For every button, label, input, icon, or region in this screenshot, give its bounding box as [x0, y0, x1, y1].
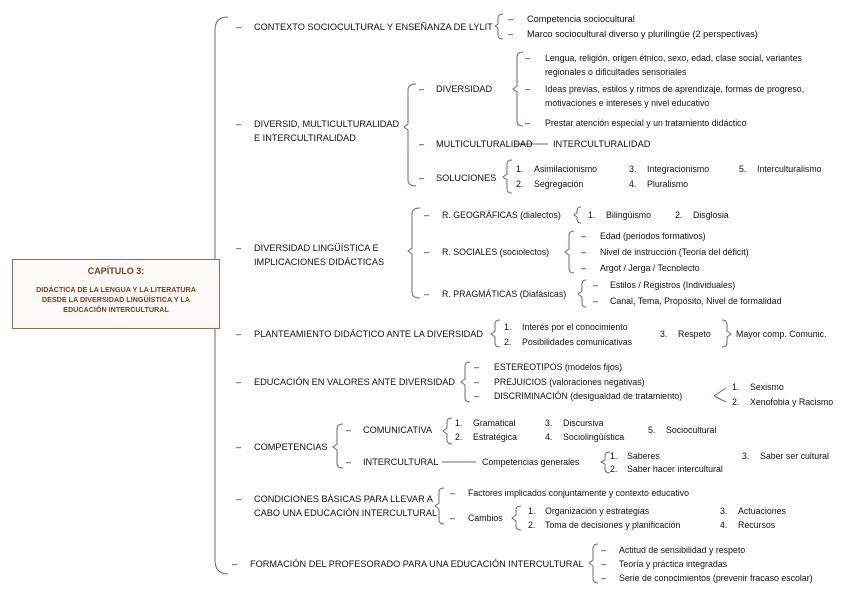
- dash: –: [525, 118, 531, 128]
- subtopic-intercultural: INTERCULTURAL: [363, 457, 439, 467]
- brace-competencias: [333, 424, 343, 468]
- geo-number: 2.: [675, 210, 683, 220]
- cambios-item: Toma de decisiones y planificación: [545, 520, 681, 530]
- dash: –: [450, 488, 456, 498]
- solucion-item: Pluralismo: [647, 179, 689, 189]
- dash: –: [236, 22, 242, 32]
- intercultural-item: Saber ser cultural: [760, 451, 829, 461]
- dash: –: [236, 119, 242, 129]
- dash: –: [508, 14, 514, 24]
- topic-formacion: FORMACIÓN DEL PROFESORADO PARA UNA EDUCACIÓN INTERCULTURAL: [250, 559, 584, 569]
- subtopic-geograficas: R. GEOGRÁFICAS (dialectos): [442, 210, 561, 220]
- contexto-item: Competencia sociocultural: [527, 14, 635, 24]
- brace-planteamiento: [491, 320, 500, 347]
- dash: –: [601, 545, 607, 555]
- comunicativa-number: 4.: [545, 432, 553, 442]
- cambios-item: Organización y estrategias: [545, 506, 650, 516]
- formacion-item: Actitud de sensibilidad y respeto: [619, 545, 746, 555]
- dash: –: [424, 289, 430, 299]
- dash: –: [593, 296, 599, 306]
- dash: –: [593, 280, 599, 290]
- comunicativa-number: 5.: [648, 425, 656, 435]
- dash: –: [450, 513, 456, 523]
- topic-diversid-line1: DIVERSID, MULTICULTURALIDAD: [254, 119, 400, 129]
- dash: –: [525, 53, 531, 63]
- brace-valores: [461, 362, 470, 402]
- valores-item: ESTEREOTIPOS (modelos fijos): [494, 362, 623, 372]
- contexto-item: Marco sociocultural diverso y plurilingüe (2 perspectivas): [527, 29, 758, 39]
- brace-cambios: [512, 506, 521, 530]
- brace-sociales: [565, 231, 574, 273]
- dash: –: [601, 559, 607, 569]
- plant-number: 2.: [504, 337, 512, 347]
- dash: –: [419, 173, 425, 183]
- chapter-subtitle-line: DESDE LA DIVERSIDAD LINGÜÍSTICA Y LA: [41, 295, 191, 304]
- intercultural-number: 3.: [742, 451, 750, 461]
- topic-planteamiento: PLANTEAMIENTO DIDÁCTICO ANTE LA DIVERSIDAD: [254, 329, 484, 339]
- diversidad-item: regionales o dificultades sensoriales: [545, 67, 687, 77]
- brace-diversidad-ling: [408, 208, 420, 298]
- pragmatica-item: Canal, Tema, Propósito, Nivel de formalidad: [610, 296, 782, 306]
- comunicativa-item: Discursiva: [563, 418, 604, 428]
- topic-diversidad-ling-line2: IMPLICACIONES DIDÁCTICAS: [254, 257, 385, 267]
- comunicativa-item: Gramatical: [473, 418, 516, 428]
- cambios-item: Recursos: [738, 520, 776, 530]
- dash: –: [236, 243, 242, 253]
- brace-comunicativa: [443, 418, 452, 444]
- brace-respeto-right: [722, 320, 731, 347]
- comunicativa-item: Sociolingüística: [563, 432, 625, 442]
- solucion-item: Integracionismo: [647, 164, 710, 174]
- topic-condiciones-line1: CONDICIONES BÁSICAS PARA LLEVAR A: [254, 494, 433, 504]
- brace-geograficas: [574, 207, 581, 223]
- social-item: Edad (periodos formativos): [600, 231, 706, 241]
- plant-item: Respeto: [678, 329, 711, 339]
- chapter-subtitle-line: DIDÁCTICA DE LA LENGUA Y LA LITERATURA: [36, 285, 196, 294]
- comunicativa-item: Estratégica: [473, 432, 518, 442]
- valores-item: PREJUICIOS (valoraciones negativas): [494, 377, 645, 387]
- solucion-item: Segregación: [534, 179, 584, 189]
- cambios-number: 2.: [528, 520, 536, 530]
- intercultural-item: Saber hacer intercultural: [627, 464, 723, 474]
- intercultural-number: 1.: [610, 451, 618, 461]
- dash: –: [346, 425, 352, 435]
- cambios-number: 3.: [720, 506, 728, 516]
- condiciones-cambios: Cambios: [468, 513, 503, 523]
- plant-item: Interés por el conocimiento: [522, 322, 628, 332]
- disc-number: 1.: [732, 382, 740, 392]
- dash: –: [525, 84, 531, 94]
- competencias-generales: Competencias generales: [482, 457, 580, 467]
- disc-item: Xenofobia y Racismo: [750, 397, 834, 407]
- plant-item: Posibilidades comunicativas: [522, 337, 633, 347]
- comunicativa-number: 2.: [455, 432, 463, 442]
- dash: –: [601, 573, 607, 583]
- formacion-item: Teoría y práctica integradas: [619, 559, 728, 569]
- subtopic-comunicativa: COMUNICATIVA: [363, 425, 433, 435]
- topic-diversidad-ling-line1: DIVERSIDAD LINGÜÍSTICA E: [254, 243, 379, 253]
- brace-contexto: [495, 14, 503, 39]
- dash: –: [236, 442, 242, 452]
- pragmatica-item: Estilos / Registros (Individuales): [610, 280, 736, 290]
- cambios-item: Actuaciones: [738, 506, 786, 516]
- geo-item: Bilingüismo: [606, 210, 651, 220]
- diversidad-item: Lengua, religión, origen étnico, sexo, edad, clase social, variantes: [545, 53, 802, 63]
- solucion-number: 1.: [516, 164, 524, 174]
- dash: –: [236, 377, 242, 387]
- topic-condiciones-line2: CABO UNA EDUCACIÓN INTERCULTURAL: [254, 508, 438, 518]
- plant-result: Mayor comp. Comunic.: [736, 329, 827, 339]
- topic-valores: EDUCACIÓN EN VALORES ANTE DIVERSIDAD: [254, 377, 455, 387]
- dash: –: [236, 494, 242, 504]
- comunicativa-item: Sociocultural: [666, 425, 717, 435]
- dash: –: [474, 362, 480, 372]
- dash: –: [346, 457, 352, 467]
- plant-number: 3.: [660, 329, 668, 339]
- topic-competencias: COMPETENCIAS: [254, 442, 328, 452]
- topic-diversid-line2: E INTERCULTIRALIDAD: [254, 133, 356, 143]
- comunicativa-number: 1.: [455, 418, 463, 428]
- brace-diversidad: [513, 52, 523, 126]
- solucion-number: 4.: [629, 179, 637, 189]
- solucion-item: Asimilacionismo: [534, 164, 598, 174]
- chapter-box: [12, 259, 220, 329]
- geo-item: Disglosia: [693, 210, 729, 220]
- brace-formacion: [589, 544, 598, 583]
- dash: –: [508, 29, 514, 39]
- dash: –: [581, 231, 587, 241]
- intercultural-item: Saberes: [627, 451, 660, 461]
- comunicativa-number: 3.: [545, 418, 553, 428]
- chapter-subtitle-line: EDUCACIÓN INTERCULTURAL: [63, 305, 169, 314]
- dash: –: [424, 210, 430, 220]
- subtopic-multiculturalidad: MULTICULTURALIDAD: [436, 139, 533, 149]
- disc-item: Sexismo: [750, 382, 784, 392]
- diversidad-item: motivaciones e intereses y nivel educativo: [545, 98, 710, 108]
- interculturalidad-label: INTERCULTURALIDAD: [553, 139, 651, 149]
- solucion-number: 5.: [739, 164, 747, 174]
- dash: –: [424, 247, 430, 257]
- cambios-number: 4.: [720, 520, 728, 530]
- dash: –: [474, 377, 480, 387]
- dash: –: [419, 139, 425, 149]
- brace-pragmaticas: [578, 280, 586, 307]
- social-item: Argot / Jerga / Tecnolecto: [600, 263, 700, 273]
- brace-generales: [601, 452, 610, 473]
- geo-number: 1.: [588, 210, 596, 220]
- chapter-subtitle: [13, 285, 219, 315]
- cambios-number: 1.: [528, 506, 536, 516]
- subtopic-pragmaticas: R. PRAGMÁTICAS (Diafásicas): [442, 289, 567, 299]
- disc-number: 2.: [732, 397, 740, 407]
- brace-soluciones: [503, 160, 512, 193]
- dash: –: [581, 263, 587, 273]
- chapter-title: CAPÍTULO 3:: [87, 266, 145, 276]
- solucion-item: Interculturalismo: [757, 164, 822, 174]
- formacion-item: Serie de conocimientos (prevenir fracaso escolar): [619, 573, 813, 583]
- solucion-number: 2.: [516, 179, 524, 189]
- condiciones-factores: Factores implicados conjuntamente y contexto educativo: [468, 488, 690, 498]
- subtopic-sociales: R. SOCIALES (sociolectos): [442, 247, 550, 257]
- plant-number: 1.: [504, 322, 512, 332]
- dash: –: [236, 329, 242, 339]
- topic-contexto: CONTEXTO SOCIOCULTURAL Y ENSEÑANZA DE LYLIT: [254, 22, 493, 32]
- dash: –: [581, 247, 587, 257]
- valores-item: DISCRIMINACIÓN (desigualdad de tratamiento): [494, 391, 683, 401]
- arrow-sexismo: [714, 388, 726, 396]
- dash: –: [419, 84, 425, 94]
- intercultural-number: 2.: [610, 464, 618, 474]
- diversidad-item: Ideas previas, estilos y ritmos de aprendizaje, formas de progreso,: [545, 84, 805, 94]
- arrow-xenofobia: [714, 396, 726, 402]
- subtopic-diversidad: DIVERSIDAD: [436, 84, 493, 94]
- dash: –: [232, 559, 238, 569]
- dash: –: [474, 391, 480, 401]
- solucion-number: 3.: [629, 164, 637, 174]
- brace-diversid: [404, 84, 416, 186]
- subtopic-soluciones: SOLUCIONES: [436, 173, 497, 183]
- social-item: Nivel de instrucción (Teoría del déficit): [600, 247, 749, 257]
- diversidad-item: Prestar atención especial y un tratamiento didáctico: [545, 118, 747, 128]
